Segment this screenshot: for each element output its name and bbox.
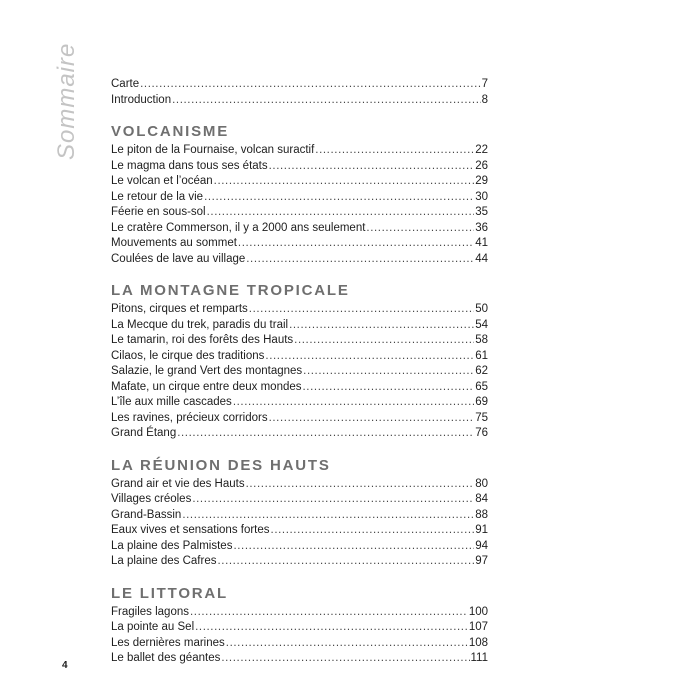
toc-entry[interactable]: [111, 159, 488, 175]
toc-entry-page: 69: [475, 396, 488, 408]
toc-entry-introduction[interactable]: [111, 93, 488, 109]
dot-leader: [269, 411, 475, 427]
dot-leader: [204, 190, 474, 206]
toc-entry-page: 36: [475, 221, 488, 234]
toc-entry[interactable]: [111, 395, 488, 411]
dot-leader: [238, 236, 474, 252]
toc-entry-title: Féerie en sous-sol: [111, 206, 206, 218]
toc-entry[interactable]: [111, 605, 488, 621]
toc-entry-title: Carte: [111, 78, 140, 90]
toc-entry[interactable]: [111, 205, 488, 221]
toc-entry[interactable]: [111, 174, 488, 190]
toc-entry-title: Salazie, le grand Vert des montagnes: [111, 365, 303, 377]
toc-entry[interactable]: [111, 221, 488, 237]
toc-entry-page: 22: [475, 144, 488, 156]
toc-entry[interactable]: [111, 554, 488, 570]
toc-entry-title: Mafate, un cirque entre deux mondes: [111, 380, 302, 393]
toc-entry-page: 65: [475, 380, 488, 393]
toc-entry-title: Le volcan et l’océan: [111, 175, 213, 187]
toc-entry-page: 26: [475, 159, 488, 172]
dot-leader: [233, 539, 474, 555]
toc-entry-page: 108: [468, 636, 488, 649]
toc-entry-title: Le cratère Commerson, il y a 2000 ans seulement: [111, 221, 366, 234]
toc-entry-page: 111: [470, 652, 488, 664]
toc-sections: [111, 121, 488, 667]
dot-leader: [177, 426, 474, 442]
toc-entry[interactable]: [111, 411, 488, 427]
toc-entry[interactable]: [111, 508, 488, 524]
toc-entry-title: Eaux vives et sensations fortes: [111, 524, 270, 536]
toc-section: [111, 121, 488, 267]
toc-entry-title: Villages créoles: [111, 493, 192, 505]
dot-leader: [303, 380, 475, 396]
dot-leader: [246, 252, 474, 268]
section-heading[interactable]: LE LITTORAL: [111, 584, 229, 602]
toc-entry-page: 8: [481, 93, 488, 106]
dot-leader: [140, 77, 480, 93]
toc-entry-title: Grand Étang: [111, 427, 177, 439]
dot-leader: [366, 221, 474, 237]
toc-entry-page: 58: [475, 334, 488, 346]
toc-entry-page: 41: [475, 237, 488, 249]
dot-leader: [269, 159, 475, 175]
toc-entry-title: Pitons, cirques et remparts: [111, 303, 248, 315]
dot-leader: [294, 333, 474, 349]
dot-leader: [249, 302, 474, 318]
toc-entry-title: L’île aux mille cascades: [111, 396, 232, 408]
toc-entry-page: 50: [475, 303, 488, 315]
toc-entry[interactable]: [111, 636, 488, 652]
toc-entry-page: 88: [475, 508, 488, 521]
toc-entry[interactable]: [111, 190, 488, 206]
toc-entry-page: 54: [475, 318, 488, 331]
dot-leader: [289, 318, 474, 334]
toc-entry-page: 44: [475, 252, 488, 265]
dot-leader: [217, 554, 474, 570]
toc-section: [111, 583, 488, 667]
toc-entry-page: 84: [475, 493, 488, 505]
toc-entry[interactable]: [111, 620, 488, 636]
section-heading[interactable]: VOLCANISME: [111, 123, 230, 140]
toc-entry[interactable]: [111, 426, 488, 442]
toc-entry-title: La pointe au Sel: [111, 621, 195, 633]
toc-entry[interactable]: [111, 523, 488, 539]
toc-entry[interactable]: [111, 333, 488, 349]
toc-entry-title: Le magma dans tous ses états: [111, 159, 268, 172]
toc-entry-page: 35: [475, 206, 488, 218]
toc-entry-carte[interactable]: [111, 77, 488, 93]
dot-leader: [221, 651, 469, 667]
toc-entry[interactable]: [111, 477, 488, 493]
toc-entry[interactable]: [111, 318, 488, 334]
toc-entry[interactable]: [111, 143, 488, 159]
toc-entry-page: 107: [468, 621, 488, 633]
toc-entry-page: 7: [481, 78, 488, 90]
dot-leader: [207, 205, 475, 221]
toc-section: [111, 455, 488, 570]
toc-entry-page: 100: [468, 605, 488, 618]
toc-entry-title: Grand-Bassin: [111, 508, 182, 521]
section-heading[interactable]: LA RÉUNION DES HAUTS: [111, 456, 331, 474]
table-of-contents: [111, 77, 488, 667]
dot-leader: [271, 523, 475, 539]
toc-entry[interactable]: [111, 380, 488, 396]
section-heading[interactable]: LA MONTAGNE TROPICALE: [111, 282, 350, 299]
toc-entry-title: La plaine des Cafres: [111, 555, 217, 567]
toc-entry-title: Mouvements au sommet: [111, 237, 237, 249]
toc-entry-title: Fragiles lagons: [111, 605, 189, 618]
dot-leader: [182, 508, 474, 524]
toc-entry[interactable]: [111, 236, 488, 252]
toc-entry[interactable]: [111, 364, 488, 380]
toc-entry-title: Cilaos, le cirque des traditions: [111, 349, 265, 362]
toc-entry-title: Le piton de la Fournaise, volcan suractif: [111, 144, 315, 156]
toc-section: [111, 280, 488, 442]
toc-entry[interactable]: [111, 539, 488, 555]
dot-leader: [195, 620, 468, 636]
toc-entry[interactable]: [111, 492, 488, 508]
dot-leader: [315, 143, 474, 159]
dot-leader: [226, 636, 468, 652]
toc-entry[interactable]: [111, 252, 488, 268]
dot-leader: [214, 174, 475, 190]
toc-entry-title: Le ballet des géantes: [111, 652, 221, 664]
toc-entry-title: Les ravines, précieux corridors: [111, 411, 268, 424]
toc-entry-page: 91: [475, 524, 488, 536]
intro-entries: [111, 77, 488, 108]
page-number: 4: [62, 660, 68, 671]
toc-entry-page: 94: [475, 539, 488, 552]
toc-entry-page: 97: [475, 555, 488, 567]
toc-entry-page: 29: [475, 175, 488, 187]
toc-entry-title: La plaine des Palmistes: [111, 539, 233, 552]
toc-entry-page: 61: [475, 349, 488, 362]
toc-entry-page: 76: [475, 427, 488, 439]
toc-entry-page: 75: [475, 411, 488, 424]
toc-entry-title: Le retour de la vie: [111, 190, 204, 203]
toc-entry-page: 30: [475, 190, 488, 203]
toc-entry-title: La Mecque du trek, paradis du trail: [111, 318, 289, 331]
dot-leader: [265, 349, 474, 365]
toc-entry-page: 62: [475, 365, 488, 377]
toc-entry-page: 80: [475, 477, 488, 490]
dot-leader: [303, 364, 474, 380]
toc-entry-title: Le tamarin, roi des forêts des Hauts: [111, 334, 294, 346]
toc-entry-title: Les dernières marines: [111, 636, 225, 649]
toc-entry[interactable]: [111, 302, 488, 318]
toc-entry[interactable]: [111, 349, 488, 365]
toc-entry[interactable]: [111, 651, 488, 667]
side-title: Sommaire: [53, 42, 80, 160]
toc-entry-title: Grand air et vie des Hauts: [111, 477, 245, 490]
dot-leader: [246, 477, 475, 493]
toc-entry-title: Introduction: [111, 93, 172, 106]
dot-leader: [172, 93, 480, 109]
dot-leader: [190, 605, 468, 621]
dot-leader: [192, 492, 474, 508]
dot-leader: [233, 395, 474, 411]
toc-entry-title: Coulées de lave au village: [111, 252, 246, 265]
